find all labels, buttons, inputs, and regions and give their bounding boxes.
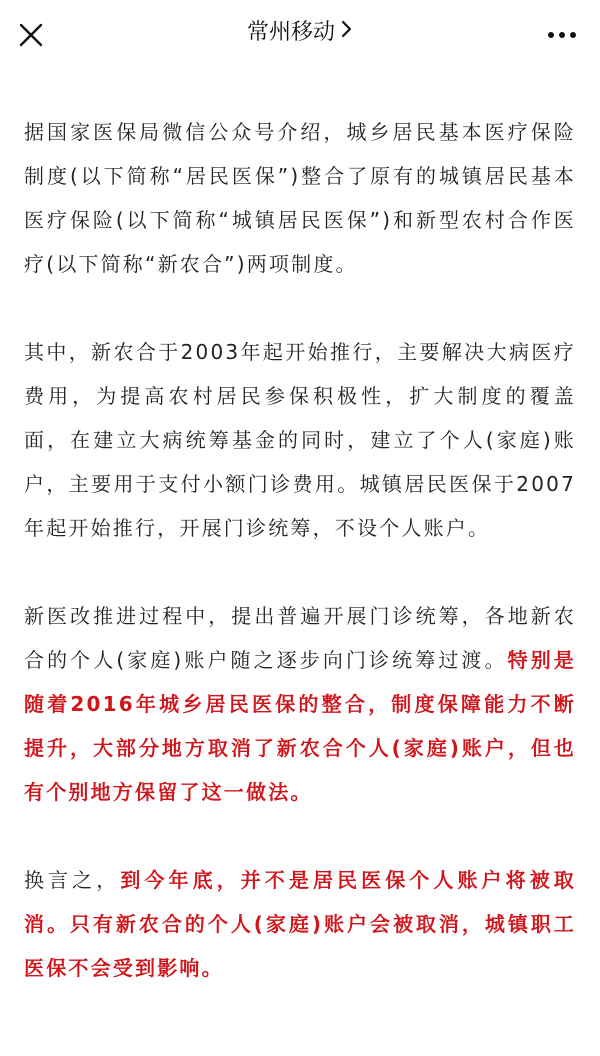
account-title-link[interactable]	[0, 16, 600, 50]
more-button[interactable]	[546, 22, 578, 48]
paragraph-3-text: 新医改推进过程中，提出普遍开展门诊统筹，各地新农合的个人(家庭)账户随之逐步向门诊统筹过渡。	[24, 604, 576, 672]
paragraph-4	[24, 858, 576, 990]
paragraph-1-text: 据国家医保局微信公众号介绍，城乡居民基本医疗保险制度(以下简称“居民医保”)整合了原有的城镇居民基本医疗保险(以下简称“城镇居民医保”)和新型农村合作医疗(以下简称“新农合”)两项制度。	[24, 120, 576, 276]
article-body	[24, 110, 576, 1034]
paragraph-2-text: 其中，新农合于2003年起开始推行，主要解决大病医疗费用，为提高农村居民参保积极性，扩大制度的覆盖面，在建立大病统筹基金的同时，建立了个人(家庭)账户，主要用于支付小额门诊费用。城镇居民医保于2007年起开始推行，开展门诊统筹，不设个人账户。	[24, 340, 576, 540]
paragraph-1	[24, 110, 576, 286]
paragraph-3-highlight: 特别是随着2016年城乡居民医保的整合，制度保障能力不断提升，大部分地方取消了新农合个人(家庭)账户，但也有个别地方保留了这一做法。	[24, 648, 576, 804]
paragraph-4-text: 换言之，	[24, 868, 121, 892]
top-bar	[0, 0, 600, 70]
paragraph-2	[24, 330, 576, 550]
more-dots-icon	[546, 22, 578, 48]
page-title: 常州移动	[246, 20, 335, 45]
paragraph-3	[24, 594, 576, 814]
chevron-right-icon	[341, 16, 353, 50]
paragraph-4-highlight: 到今年底，并不是居民医保个人账户将被取消。只有新农合的个人(家庭)账户会被取消，城镇职工医保不会受到影响。	[24, 868, 576, 980]
